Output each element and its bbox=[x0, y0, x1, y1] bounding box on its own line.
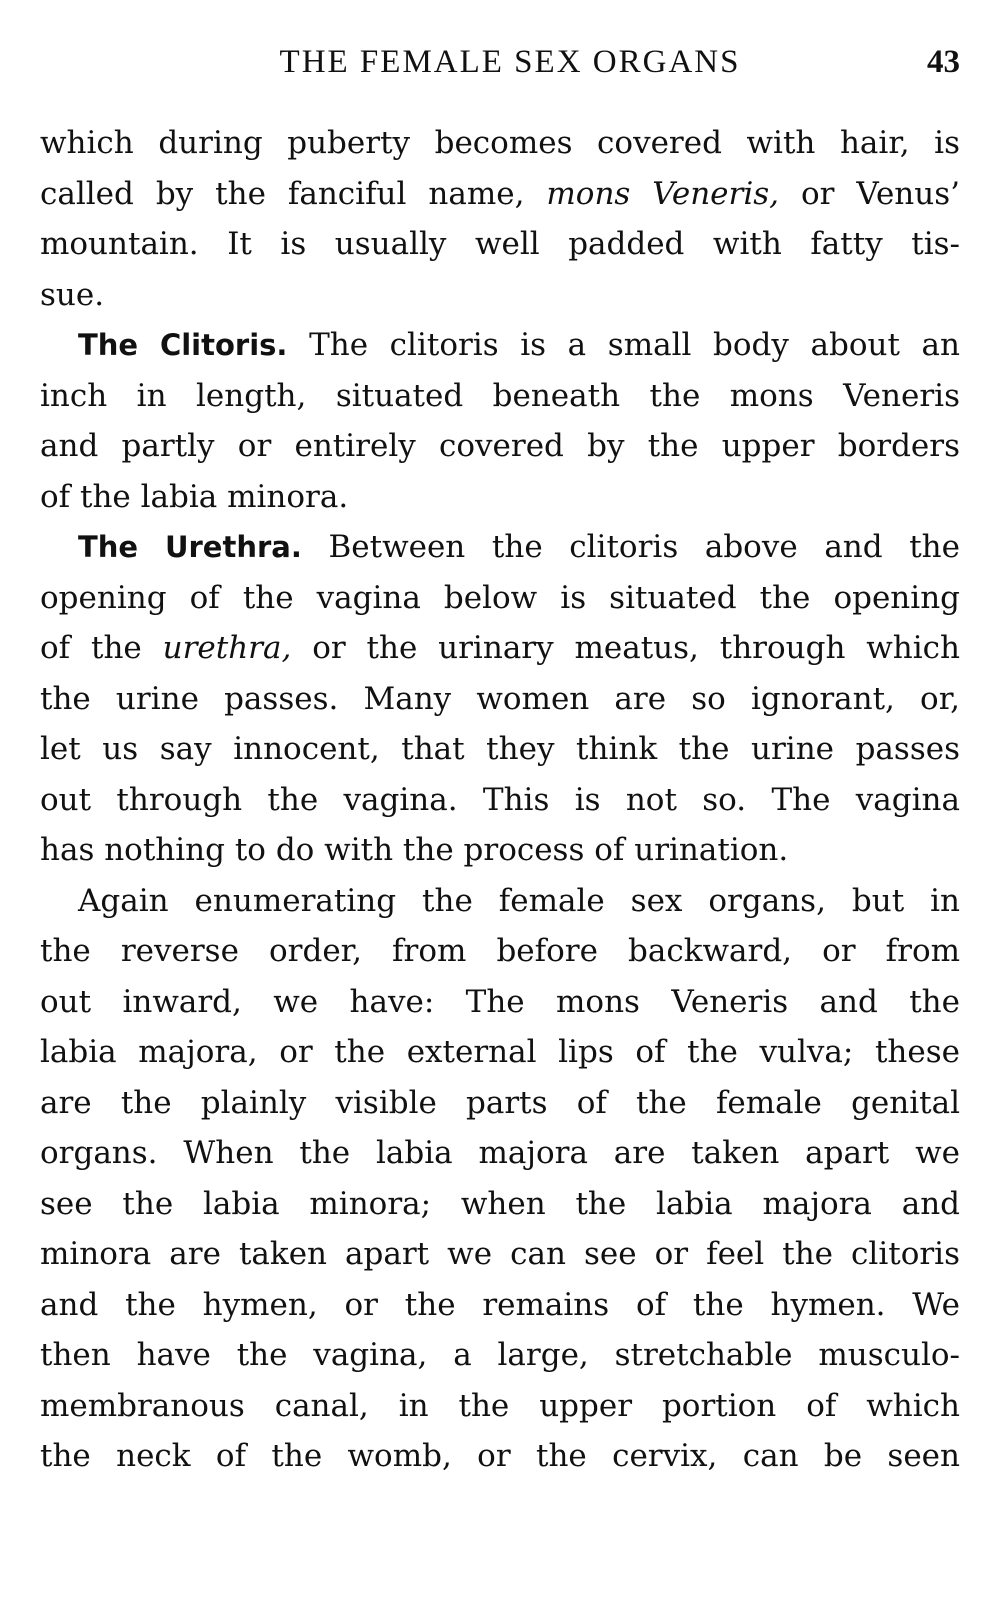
text-line: inch in length, situated beneath the mons Veneris bbox=[40, 377, 960, 414]
text-line: mountain. It is usually well padded with fatty tis- bbox=[40, 226, 960, 262]
section-heading-urethra: The Urethra. bbox=[78, 530, 302, 564]
text-line: the urine passes. Many women are so ignorant, or, bbox=[40, 680, 960, 717]
section-heading-clitoris: The Clitoris. bbox=[78, 328, 288, 362]
text-line: out inward, we have: The mons Veneris and the bbox=[40, 983, 960, 1020]
text-line: and the hymen, or the remains of the hymen. We bbox=[40, 1286, 960, 1323]
paragraph-urethra bbox=[40, 522, 960, 876]
text-line: minora are taken apart we can see or feel the clitoris bbox=[40, 1236, 960, 1272]
text-line: out through the vagina. This is not so. The vagina bbox=[40, 781, 960, 818]
text-line: the reverse order, from before backward, or from bbox=[40, 933, 960, 969]
text-line: and partly or entirely covered by the upper borders bbox=[40, 428, 960, 464]
text-span: called by the fanciful name, bbox=[40, 175, 525, 212]
italic-term: urethra, bbox=[162, 630, 292, 666]
text-line: labia majora, or the external lips of the vulva; these bbox=[40, 1034, 960, 1070]
text-line: are the plainly visible parts of the female genital bbox=[40, 1084, 960, 1121]
text-span: Between the clitoris above and the bbox=[328, 529, 960, 565]
italic-term: mons Veneris, bbox=[546, 175, 779, 212]
text-line bbox=[40, 169, 960, 220]
paragraph-enumeration bbox=[40, 876, 960, 1482]
text-span: The clitoris is a small body about an bbox=[309, 327, 960, 363]
text-line bbox=[40, 623, 960, 674]
text-line: sue. bbox=[40, 276, 105, 313]
text-span: or Venus’ bbox=[800, 175, 960, 212]
body-text bbox=[40, 118, 960, 1482]
text-line: has nothing to do with the process of urination. bbox=[40, 832, 789, 868]
page-header bbox=[40, 44, 960, 88]
paragraph-mons-veneris bbox=[40, 118, 960, 320]
text-line: see the labia minora; when the labia majora and bbox=[40, 1185, 960, 1222]
text-line: the neck of the womb, or the cervix, can be seen bbox=[40, 1438, 960, 1474]
text-line: then have the vagina, a large, stretchable musculo- bbox=[40, 1337, 960, 1373]
text-line: let us say innocent, that they think the urine passes bbox=[40, 731, 960, 767]
paragraph-clitoris bbox=[40, 320, 960, 522]
text-line bbox=[40, 320, 960, 371]
text-span: or the urinary meatus, through which bbox=[312, 630, 961, 666]
text-line: which during puberty becomes covered with hair, is bbox=[40, 125, 960, 161]
text-line: opening of the vagina below is situated the opening bbox=[40, 579, 960, 616]
text-line: of the labia minora. bbox=[40, 478, 349, 515]
text-line bbox=[40, 522, 960, 573]
text-line: membranous canal, in the upper portion of which bbox=[40, 1387, 960, 1424]
page-number: 43 bbox=[927, 44, 960, 80]
running-head: THE FEMALE SEX ORGANS bbox=[279, 44, 741, 80]
text-line: organs. When the labia majora are taken apart we bbox=[40, 1135, 960, 1171]
text-span: of the bbox=[40, 630, 142, 666]
text-line: Again enumerating the female sex organs, but in bbox=[78, 882, 960, 919]
